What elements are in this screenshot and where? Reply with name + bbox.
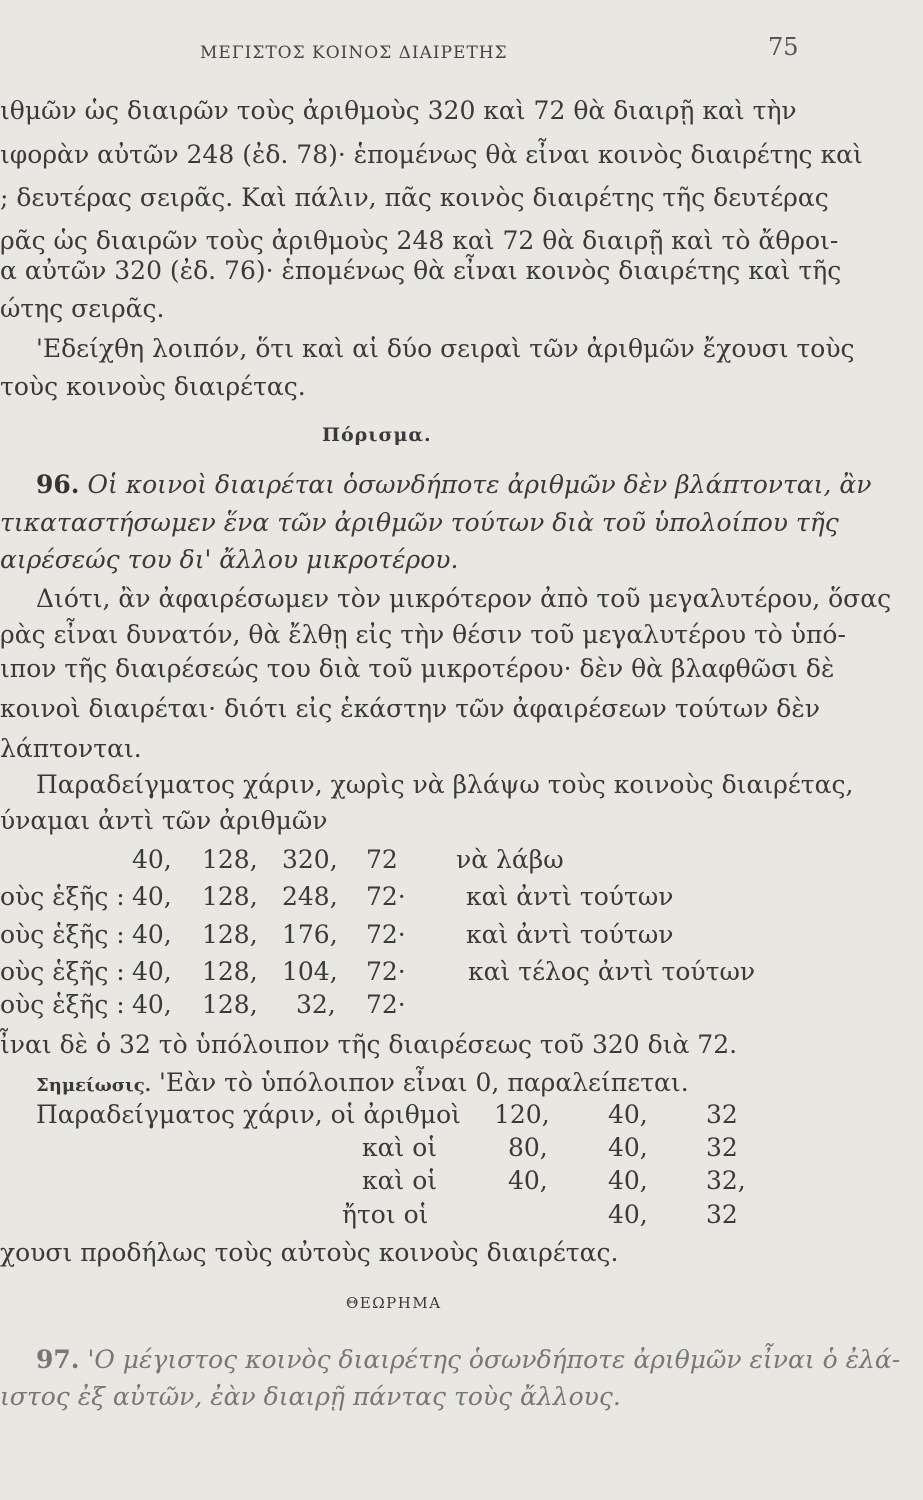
table2-cell: 40, <box>608 1133 648 1162</box>
table1-cell: 72· <box>366 990 406 1019</box>
table1-note: καὶ ἀντὶ τούτων <box>466 920 674 949</box>
section-96-line: τικαταστήσωμεν ἕνα τῶν ἀριθμῶν τούτων διὰ τοῦ ὑπολοίπου τῆς <box>0 508 839 537</box>
section-96-line: Οἱ κοινοὶ διαιρέται ὁσωνδήποτε ἀριθμῶν δὲν βλάπτονται, ἂν <box>87 470 872 499</box>
text-line: ύναμαι ἀντὶ τῶν ἀριθμῶν <box>0 806 328 835</box>
note-text: 'Εὰν τὸ ὑπόλοιπον εἶναι 0, παραλείπεται. <box>158 1068 689 1097</box>
table1-cell: 320, <box>282 845 338 874</box>
table2-label: καὶ οἱ <box>362 1166 438 1195</box>
table1-label: οὺς ἑξῆς : <box>0 957 125 986</box>
table1-cell: 40, <box>132 957 172 986</box>
table2-cell: 40, <box>608 1200 648 1229</box>
section-number: 96. <box>36 470 80 499</box>
table1-cell: 128, <box>202 990 258 1019</box>
table1-label: οὺς ἑξῆς : <box>0 920 125 949</box>
running-header: ΜΕΓΙΣΤΟΣ ΚΟΙΝΟΣ ΔΙΑΙΡΕΤΗΣ <box>200 43 508 63</box>
table1-note: καὶ ἀντὶ τούτων <box>466 882 674 911</box>
table1-cell: 40, <box>132 882 172 911</box>
table2-label: καὶ οἱ <box>362 1133 438 1162</box>
text-line: ; δευτέρας σειρᾶς. Καὶ πάλιν, πᾶς κοινὸς διαιρέτης τῆς δευτέρας <box>0 183 829 212</box>
closing-line: χουσι προδήλως τοὺς αὐτοὺς κοινοὺς διαιρέτας. <box>0 1238 619 1267</box>
text-line: ιφορὰν αὐτῶν 248 (ἐδ. 78)· ἑπομένως θὰ εἶναι κοινὸς διαιρέτης καὶ <box>0 140 863 169</box>
section-97-line: ιστος ἐξ αὐτῶν, ἐὰν διαιρῇ πάντας τοὺς ἄλλους. <box>0 1382 621 1411</box>
table1-cell: 128, <box>202 957 258 986</box>
table1-cell: 128, <box>202 882 258 911</box>
page-number: 75 <box>768 33 799 61</box>
table1-label: οὺς ἑξῆς : <box>0 882 125 911</box>
table1-cell: 72· <box>366 957 406 986</box>
section-number: 97. <box>36 1345 80 1374</box>
table2-cell: 40, <box>608 1100 648 1129</box>
table2-cell: 32, <box>706 1166 746 1195</box>
table1-cell: 248, <box>282 882 338 911</box>
text-line: λάπτονται. <box>0 734 142 763</box>
table1-cell: 176, <box>282 920 338 949</box>
table1-cell: 72· <box>366 920 406 949</box>
text-line: ιπον τῆς διαιρέσεώς του διὰ τοῦ μικροτέρου· δὲν θὰ βλαφθῶσι δὲ <box>0 654 835 683</box>
table1-cell: 128, <box>202 920 258 949</box>
table2-cell: 32 <box>706 1133 738 1162</box>
table1-cell: 40, <box>132 845 172 874</box>
text-line: α αὐτῶν 320 (ἐδ. 76)· ἑπομένως θὰ εἶναι κοινὸς διαιρέτης καὶ τῆς <box>0 256 842 285</box>
table1-cell: 72· <box>366 882 406 911</box>
table2-label: ἤτοι οἱ <box>342 1200 429 1229</box>
table1-label: οὺς ἑξῆς : <box>0 990 125 1019</box>
section-96-line: αιρέσεώς του δι' ἄλλου μικροτέρου. <box>0 545 459 574</box>
theorem-heading: ΘΕΩΡΗΜΑ <box>346 1294 442 1312</box>
table2-label: Παραδείγματος χάριν, οἱ ἀριθμοὶ <box>36 1100 461 1129</box>
text-line: ιθμῶν ὡς διαιρῶν τοὺς ἀριθμοὺς 320 καὶ 72 θὰ διαιρῇ καὶ τὴν <box>0 96 797 125</box>
table2-cell: 40, <box>508 1166 548 1195</box>
table1-cell: 72 <box>366 845 398 874</box>
table1-cell: 104, <box>282 957 338 986</box>
note-label: Σημείωσις. <box>36 1075 151 1096</box>
table1-cell: 32, <box>296 990 336 1019</box>
text-line: ρὰς εἶναι δυνατόν, θὰ ἔλθῃ εἰς τὴν θέσιν τοῦ μεγαλυτέρου τὸ ὑπό- <box>0 620 846 649</box>
table1-note: καὶ τέλος ἀντὶ τούτων <box>468 957 756 986</box>
table2-cell: 40, <box>608 1166 648 1195</box>
porisma-heading: Πόρισμα. <box>322 424 432 446</box>
text-line: κοινοὶ διαιρέται· διότι εἰς ἑκάστην τῶν ἀφαιρέσεων τούτων δὲν <box>0 694 820 723</box>
text-line: Παραδείγματος χάριν, χωρὶς νὰ βλάψω τοὺς κοινοὺς διαιρέτας, <box>36 770 854 799</box>
table1-cell: 128, <box>202 845 258 874</box>
table1-cell: 40, <box>132 920 172 949</box>
table2-cell: 120, <box>494 1100 550 1129</box>
table2-cell: 32 <box>706 1100 738 1129</box>
table2-cell: 80, <box>508 1133 548 1162</box>
section-97-line: 'Ο μέγιστος κοινὸς διαιρέτης ὁσωνδήποτε ἀριθμῶν εἶναι ὁ ἐλά- <box>87 1345 901 1374</box>
text-line: ρᾶς ὡς διαιρῶν τοὺς ἀριθμοὺς 248 καὶ 72 θὰ διαιρῇ καὶ τὸ ἄθροι- <box>0 226 839 255</box>
table2-cell: 32 <box>706 1200 738 1229</box>
text-line: Διότι, ἂν ἀφαιρέσωμεν τὸν μικρότερον ἀπὸ τοῦ μεγαλυτέρου, ὅσας <box>36 584 892 613</box>
section-96 <box>36 470 871 500</box>
section-97 <box>36 1345 900 1375</box>
remainder-line: ἶναι δὲ ὁ 32 τὸ ὑπόλοιπον τῆς διαιρέσεως τοῦ 320 διὰ 72. <box>0 1030 738 1059</box>
text-line: 'Εδείχθη λοιπόν, ὅτι καὶ αἱ δύο σειραὶ τῶν ἀριθμῶν ἔχουσι τοὺς <box>36 334 855 363</box>
text-line: ώτης σειρᾶς. <box>0 294 165 323</box>
note <box>36 1068 689 1101</box>
table1-note: νὰ λάβω <box>456 845 564 874</box>
table1-cell: 40, <box>132 990 172 1019</box>
text-line: τοὺς κοινοὺς διαιρέτας. <box>0 372 306 401</box>
